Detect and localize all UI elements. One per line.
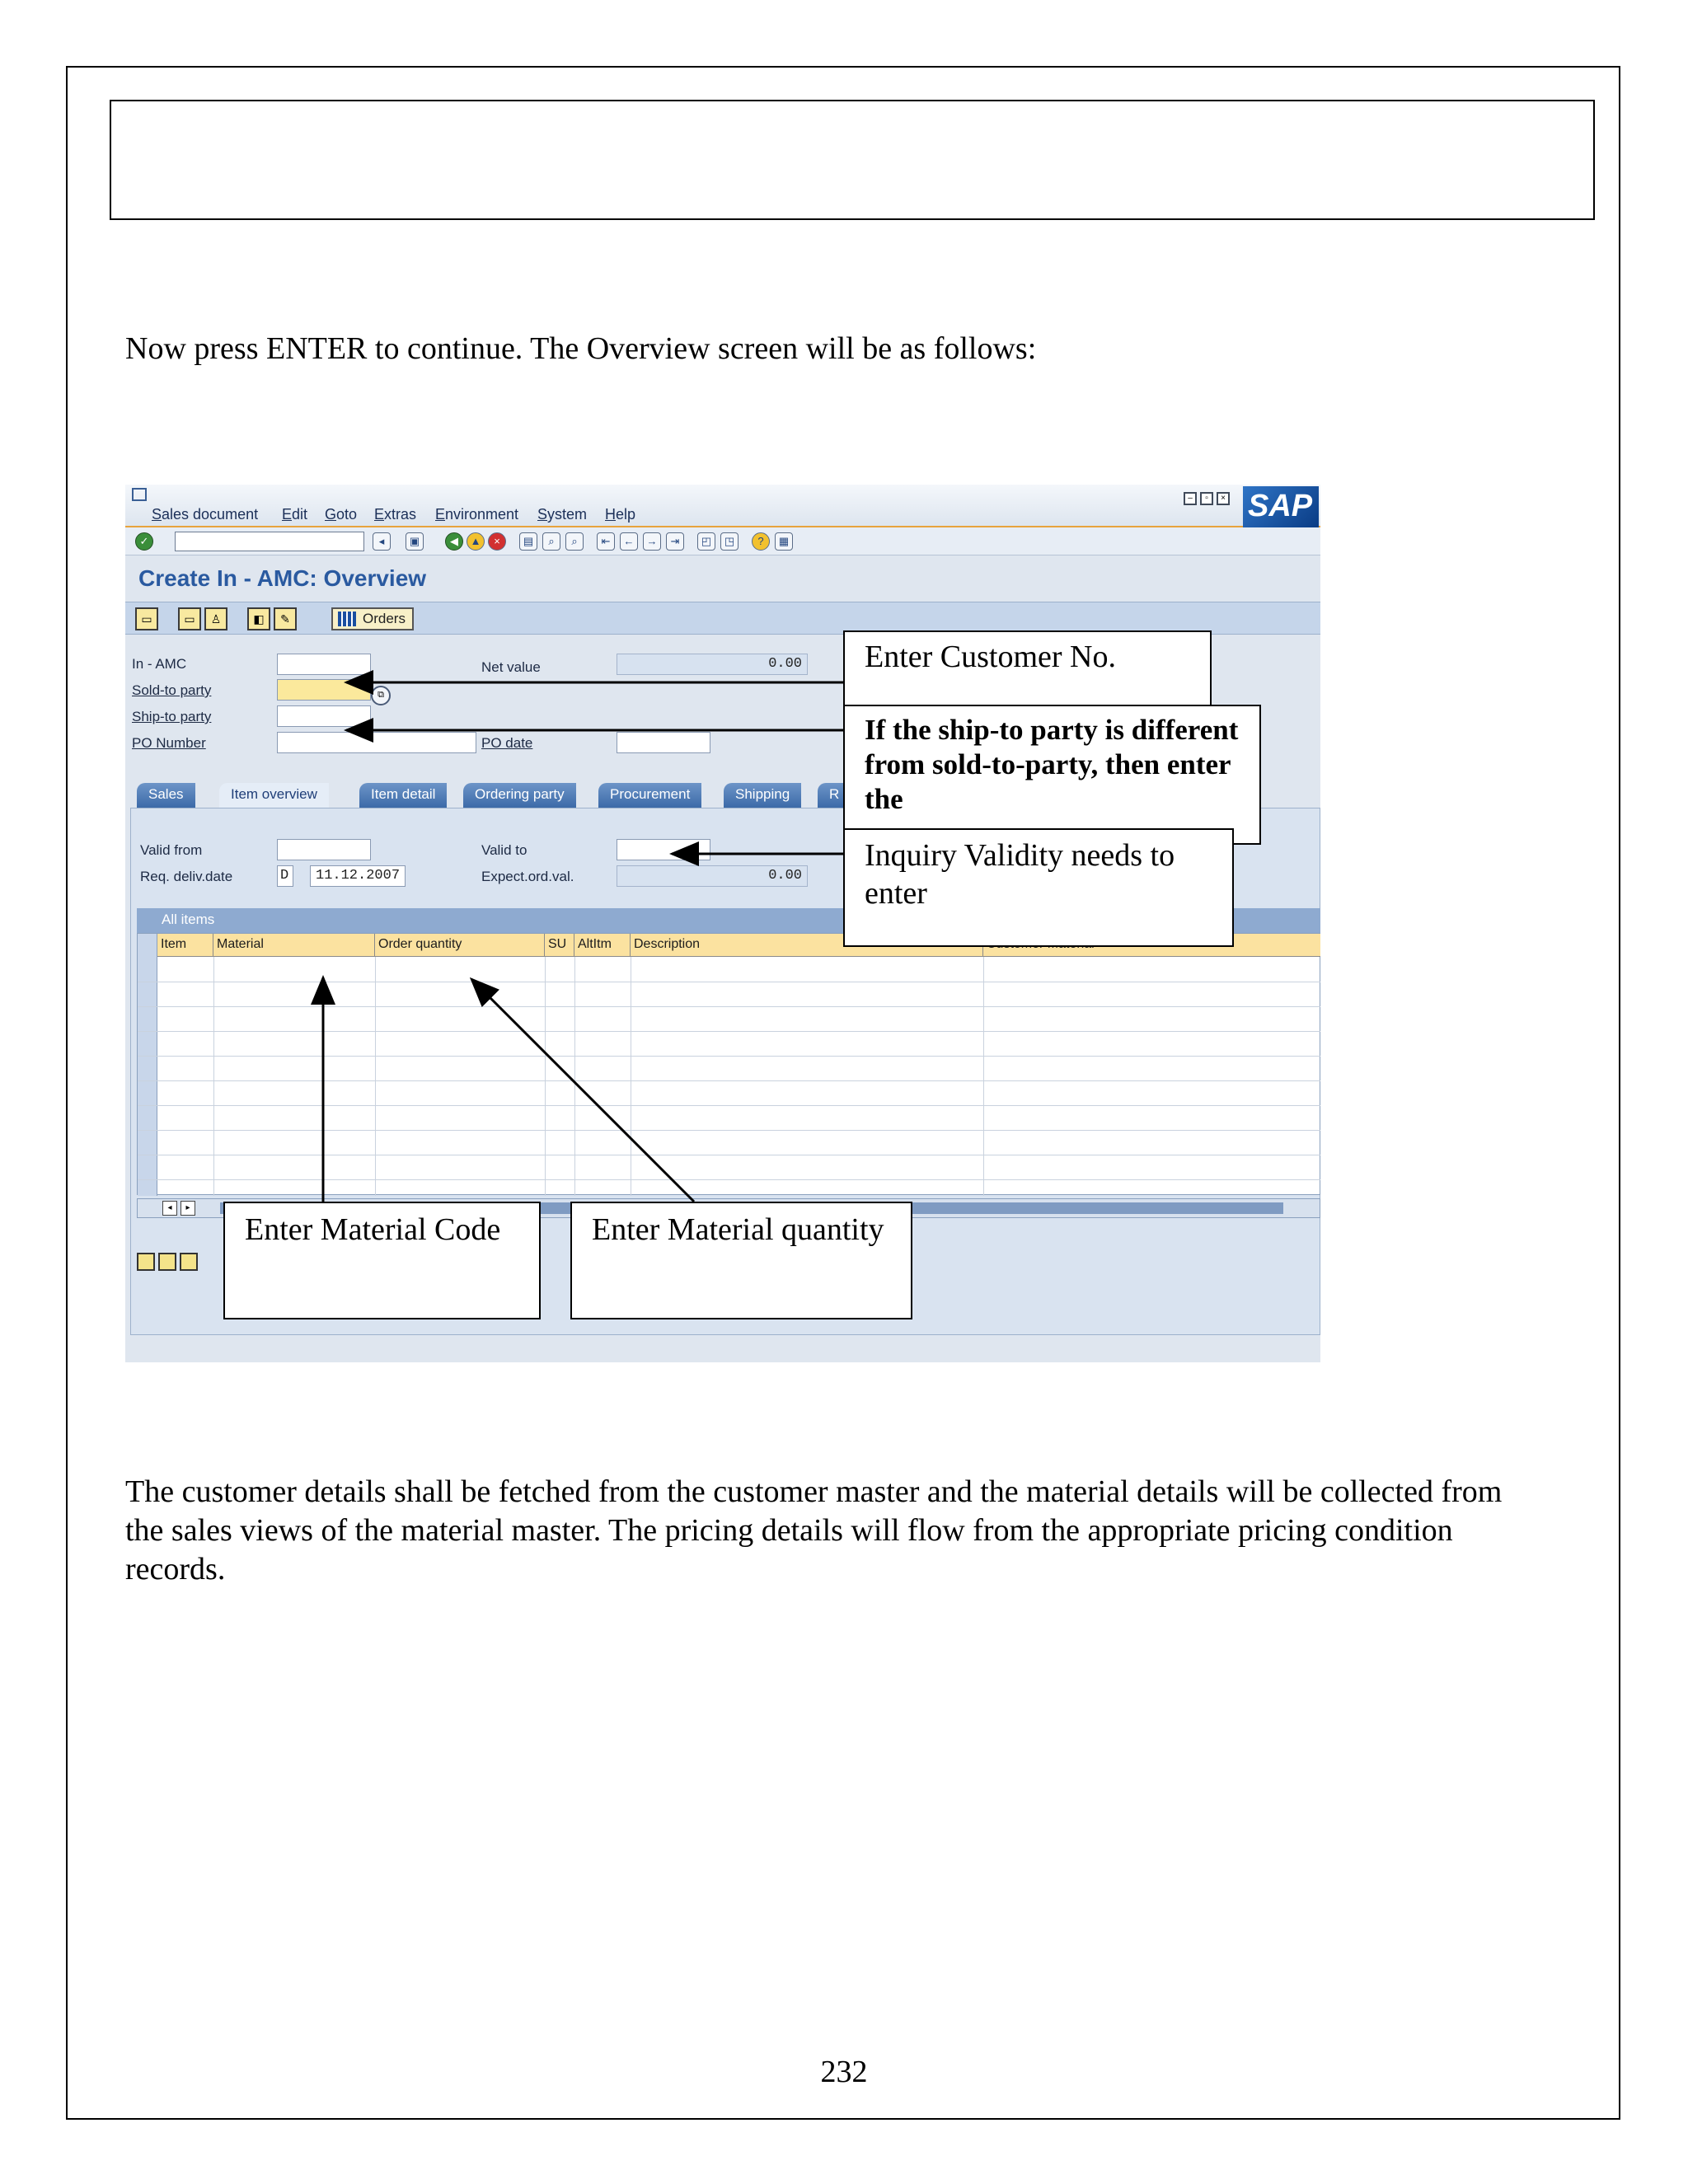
callout-validity: Inquiry Validity needs to enter xyxy=(843,828,1234,947)
menu-edit[interactable]: Edit xyxy=(282,506,308,523)
sold-to-party-label: Sold-to party xyxy=(132,682,212,698)
callout-ship-to: If the ship-to party is different from sold-to-party, then enter the xyxy=(843,705,1261,845)
valid-from-label: Valid from xyxy=(140,842,203,858)
page-number: 232 xyxy=(820,2055,868,2089)
column-header-description[interactable]: Description xyxy=(631,934,983,957)
menu-bar xyxy=(125,485,1320,527)
column-header-order-quantity[interactable]: Order quantity xyxy=(375,934,545,957)
req-deliv-type-field[interactable]: D xyxy=(277,865,293,887)
column-header-altitm[interactable]: AltItm xyxy=(574,934,631,957)
close-icon[interactable]: × xyxy=(1217,492,1230,505)
tab-item-overview[interactable]: Item overview xyxy=(219,783,329,808)
partner-icon[interactable]: ♙ xyxy=(204,607,227,630)
sap-logo: SAP xyxy=(1243,486,1319,527)
in-amc-field[interactable] xyxy=(277,654,371,675)
intro-paragraph: Now press ENTER to continue. The Overview screen will be as follows: xyxy=(125,331,1037,366)
standard-toolbar xyxy=(125,527,1320,555)
tab-procurement[interactable]: Procurement xyxy=(598,783,701,808)
help-icon[interactable]: ? xyxy=(752,532,770,551)
ship-to-party-label: Ship-to party xyxy=(132,709,212,724)
new-session-icon[interactable]: ◰ xyxy=(697,532,715,551)
orders-button[interactable]: Orders xyxy=(331,607,414,630)
menu-goto[interactable]: Goto xyxy=(325,506,358,523)
cancel-icon[interactable]: × xyxy=(488,532,506,551)
req-deliv-date-field[interactable]: 11.12.2007 xyxy=(310,865,406,887)
menu-system[interactable]: System xyxy=(537,506,588,523)
menu-environment[interactable]: Environment xyxy=(435,506,519,523)
header-box xyxy=(110,100,1595,220)
header-details-icon[interactable]: ▭ xyxy=(178,607,201,630)
previous-page-icon[interactable]: ← xyxy=(620,532,638,551)
next-page-icon[interactable]: → xyxy=(643,532,661,551)
maximize-icon[interactable]: ▫ xyxy=(1200,492,1213,505)
menu-help[interactable]: Help xyxy=(605,506,636,523)
menu-sales-document[interactable]: Sales document xyxy=(152,506,259,523)
column-header-su[interactable]: SU xyxy=(545,934,574,957)
tab-sales[interactable]: Sales xyxy=(137,783,195,808)
callout-customer-no: Enter Customer No. xyxy=(843,630,1212,721)
shortcut-icon[interactable]: ◳ xyxy=(720,532,738,551)
back-icon[interactable]: ◀ xyxy=(445,532,463,551)
scroll-right-icon[interactable]: ▸ xyxy=(181,1201,195,1216)
create-with-reference-icon[interactable]: ◧ xyxy=(247,607,270,630)
sold-to-party-field[interactable] xyxy=(277,679,371,701)
menu-icon[interactable] xyxy=(132,488,147,501)
outro-paragraph: The customer details shall be fetched from the customer master and the material details will be collected from the sales views of the material master. The pricing details will flow from the appropriate pricing condition records. xyxy=(125,1474,1503,1586)
enter-icon[interactable]: ✓ xyxy=(135,532,153,551)
find-icon[interactable]: ⌕ xyxy=(542,532,560,551)
column-header-material[interactable]: Material xyxy=(213,934,375,957)
scroll-left-icon[interactable]: ◂ xyxy=(162,1201,177,1216)
screen-title: Create In - AMC: Overview xyxy=(138,565,427,591)
column-header-item[interactable]: Item xyxy=(157,934,213,957)
last-page-icon[interactable]: ⇥ xyxy=(666,532,684,551)
find-next-icon[interactable]: ⌕ xyxy=(565,532,584,551)
application-toolbar xyxy=(125,602,1320,635)
table-tools xyxy=(137,1253,201,1275)
tab-item-detail[interactable]: Item detail xyxy=(359,783,447,808)
po-number-label: PO Number xyxy=(132,735,206,751)
valid-to-label: Valid to xyxy=(481,842,528,858)
tab-ordering-party[interactable]: Ordering party xyxy=(463,783,576,808)
items-table xyxy=(137,933,1320,1195)
po-date-field[interactable] xyxy=(617,732,710,753)
in-amc-label: In - AMC xyxy=(132,656,187,672)
insert-row-icon[interactable] xyxy=(158,1253,176,1271)
callout-material-quantity: Enter Material quantity xyxy=(570,1202,912,1319)
valid-to-field[interactable] xyxy=(617,839,710,860)
minimize-icon[interactable]: – xyxy=(1184,492,1197,505)
save-icon[interactable]: ▣ xyxy=(406,532,424,551)
item-details-icon[interactable] xyxy=(137,1253,155,1271)
req-deliv-date-label: Req. deliv.date xyxy=(140,869,233,884)
search-help-icon[interactable]: ⧉ xyxy=(371,686,391,705)
all-items-title: All items xyxy=(137,908,1320,933)
display-doc-header-icon[interactable]: ▭ xyxy=(135,607,158,630)
tab-more[interactable]: R xyxy=(818,783,851,808)
expect-ord-val-label: Expect.ord.val. xyxy=(481,869,574,884)
po-date-label: PO date xyxy=(481,735,533,751)
callout-material-code: Enter Material Code xyxy=(223,1202,541,1319)
po-number-field[interactable] xyxy=(277,732,476,753)
row-selector-column[interactable] xyxy=(138,934,157,1196)
command-field[interactable] xyxy=(175,532,364,551)
window-controls xyxy=(1184,490,1233,505)
back-arrow-icon[interactable]: ◂ xyxy=(373,532,391,551)
first-page-icon[interactable]: ⇤ xyxy=(597,532,615,551)
valid-from-field[interactable] xyxy=(277,839,371,860)
layout-icon[interactable]: ▦ xyxy=(775,532,793,551)
ship-to-party-field[interactable] xyxy=(277,705,371,727)
exit-icon[interactable]: ▲ xyxy=(467,532,485,551)
menu-extras[interactable]: Extras xyxy=(374,506,417,523)
fast-change-icon[interactable]: ✎ xyxy=(274,607,297,630)
net-value-label: Net value xyxy=(481,659,541,675)
net-value-field: 0.00 xyxy=(617,654,808,675)
delete-row-icon[interactable] xyxy=(180,1253,198,1271)
expect-ord-val-field: 0.00 xyxy=(617,865,808,887)
tab-shipping[interactable]: Shipping xyxy=(724,783,801,808)
print-icon[interactable]: ▤ xyxy=(519,532,537,551)
